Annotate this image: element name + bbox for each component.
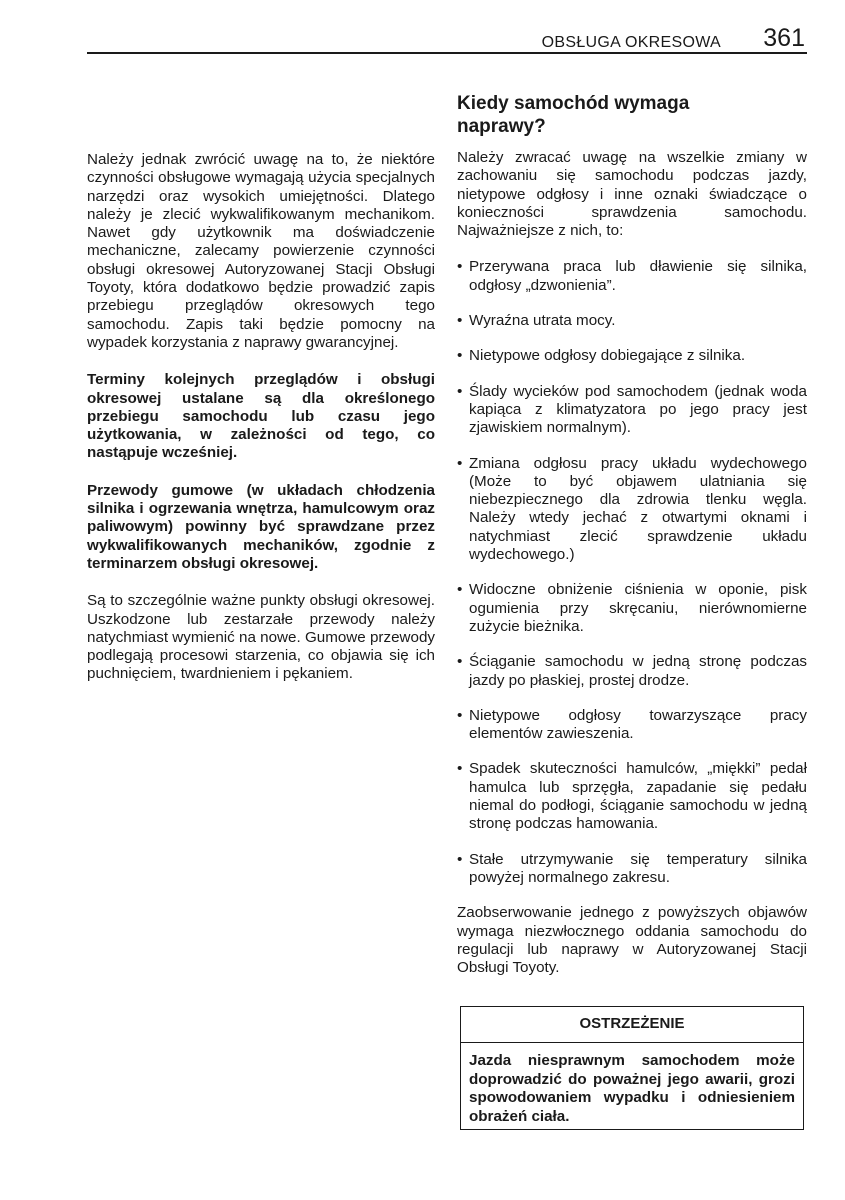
list-item-text: Zmiana odgłosu pracy układu wydechowego (Może to być objawem ulatniania się niebezpiecznego dla zdrowia tlenku węgla. Należy wtedy jechać z otwartymi oknami i natychmiast zlecić sprawdzenie układu wydechowego.) (469, 454, 807, 564)
page-header (87, 26, 807, 54)
bullet-icon: • (457, 706, 463, 724)
list-item-text: Przerywana praca lub dławienie się silnika, odgłosy „dzwonienia”. (469, 258, 807, 294)
list-item-text: Widoczne obniżenie ciśnienia w oponie, pisk ogumienia przy skręcaniu, nierównomierne zużycie bieżnika. (469, 581, 807, 635)
bullet-icon: • (457, 347, 463, 365)
bullet-icon: • (457, 850, 463, 868)
list-item (457, 851, 807, 888)
intro-paragraph: Należy zwracać uwagę na wszelkie zmiany w zachowaniu się samochodu podczas jazdy, nietypowe odgłosy i inne oznaki świadczące o konieczności sprawdzenia samochodu. Najważniejsze z nich, to: (457, 149, 807, 240)
list-item (457, 707, 807, 744)
bullet-icon: • (457, 454, 463, 472)
page-number: 361 (763, 24, 805, 52)
section-title: OBSŁUGA OKRESOWA (541, 34, 721, 51)
list-item (457, 258, 807, 295)
bullet-icon: • (457, 760, 463, 778)
left-column (87, 151, 435, 703)
list-item-text: Ślady wycieków pod samochodem (jednak woda kapiąca z klimatyzatora po jego pracy jest zjawiskiem normalnym). (469, 382, 807, 437)
symptom-list (457, 258, 807, 887)
warning-box (460, 1006, 804, 1130)
list-item-text: Spadek skuteczności hamulców, „miękki” pedał hamulca lub sprzęgła, zapadanie się pedału niemal do podłogi, ściąganie samochodu w jedną stronę podczas hamowania. (469, 760, 807, 833)
list-item (457, 383, 807, 438)
warning-divider (461, 1042, 803, 1043)
list-item-text: Nietypowe odgłosy towarzyszące pracy elementów zawieszenia. (469, 706, 807, 743)
bullet-icon: • (457, 581, 463, 599)
section-heading: Kiedy samochód wymaga naprawy? (457, 93, 690, 137)
list-item (457, 653, 807, 690)
paragraph-hose-aging: Są to szczególnie ważne punkty obsługi okresowej. Uszkodzone lub zestarzałe przewody należy natychmiast wymienić na nowe. Gumowe przewody podlegają procesowi starzenia, co objawia się ich puchnięciem, twardnieniem i pękaniem. (87, 592, 435, 683)
right-column (457, 92, 807, 977)
warning-body: Jazda niesprawnym samochodem może doprowadzić do poważnej jego awarii, grozi spowodowaniem wypadku i odniesieniem obrażeń ciała. (469, 1052, 795, 1125)
list-item (457, 581, 807, 636)
list-item (457, 760, 807, 833)
list-item (457, 455, 807, 565)
paragraph-rubber-hoses: Przewody gumowe (w układach chłodzenia silnika i ogrzewania wnętrza, hamulcowym oraz paliwowym) powinny być sprawdzane przez wykwalifikowanych mechaników, zgodnie z terminarzem obsługi okresowej. (87, 481, 435, 572)
list-item-text: Stałe utrzymywanie się temperatury silnika powyżej normalnego zakresu. (469, 850, 807, 886)
bullet-icon: • (457, 258, 463, 276)
warning-title: OSTRZEŻENIE (579, 1015, 685, 1032)
list-item (457, 312, 807, 330)
outro-paragraph: Zaobserwowanie jednego z powyższych objawów wymaga niezwłocznego oddania samochodu do regulacji lub naprawy w Autoryzowanej Stacji Obsługi Toyoty. (457, 904, 807, 977)
paragraph-maintenance-skills: Należy jednak zwrócić uwagę na to, że niektóre czynności obsługowe wymagają użycia specjalnych narzędzi oraz wysokich umiejętności. Dlatego należy je zlecić wykwalifikowanym mechanikom. Nawet gdy użytkownik ma doświadczenie mechaniczne, zalecamy powierzenie czynności obsługi okresowej Autoryzowanej Stacji Obsługi Toyoty, która dodatkowo będzie prowadzić zapis przebiegu przeglądów okresowych tego samochodu. Zapis taki będzie pomocny na wypadek korzystania z naprawy gwarancyjnej. (87, 151, 435, 351)
bullet-icon: • (457, 382, 463, 400)
list-item-text: Nietypowe odgłosy dobiegające z silnika. (469, 347, 746, 365)
list-item-text: Ściąganie samochodu w jedną stronę podczas jazdy po płaskiej, prostej drodze. (469, 653, 807, 689)
list-item (457, 347, 807, 365)
bullet-icon: • (457, 312, 463, 330)
bullet-icon: • (457, 653, 463, 671)
list-item-text: Wyraźna utrata mocy. (469, 312, 616, 330)
paragraph-service-schedule: Terminy kolejnych przeglądów i obsługi okresowej ustalane są dla określonego przebiegu samochodu lub czasu jego użytkowania, w zależności od tego, co nastąpuje wcześniej. (87, 371, 435, 462)
